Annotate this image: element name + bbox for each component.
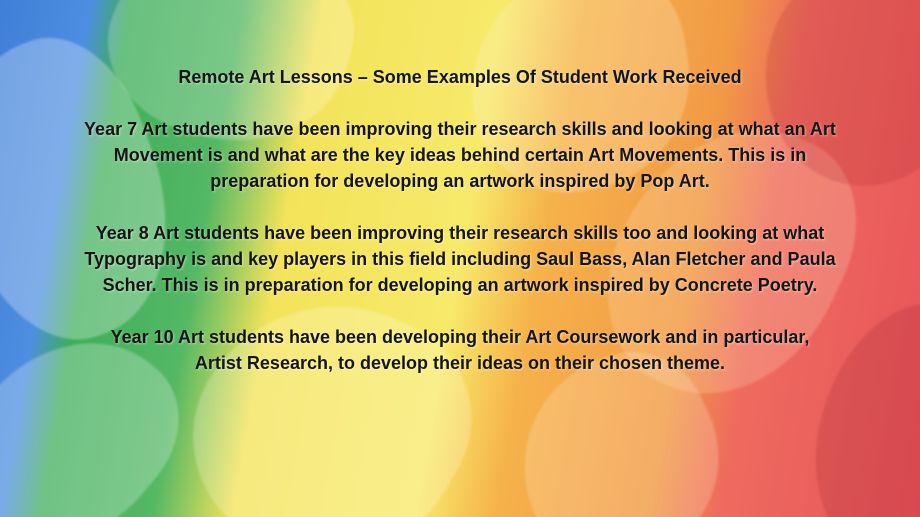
- year-8-paragraph: Year 8 Art students have been improving their research skills too and looking at what Typography is and key players in this field including Saul Bass, Alan Fletcher and Paula Scher. This is in preparation for developing an artwork inspired by Concrete Poetry.: [84, 223, 836, 295]
- year-7-paragraph: Year 7 Art students have been improving their research skills and looking at what an Art Movement is and what are the key ideas behind certain Art Movements. This is in preparation for developing an artwork inspired by Pop Art.: [84, 119, 836, 191]
- slide-content: [60, 64, 860, 402]
- year-10-paragraph: Year 10 Art students have been developing their Art Coursework and in particular, Artist Research, to develop their ideas on their chosen theme.: [110, 327, 810, 373]
- slide-title: Remote Art Lessons – Some Examples Of Student Work Received: [178, 67, 742, 87]
